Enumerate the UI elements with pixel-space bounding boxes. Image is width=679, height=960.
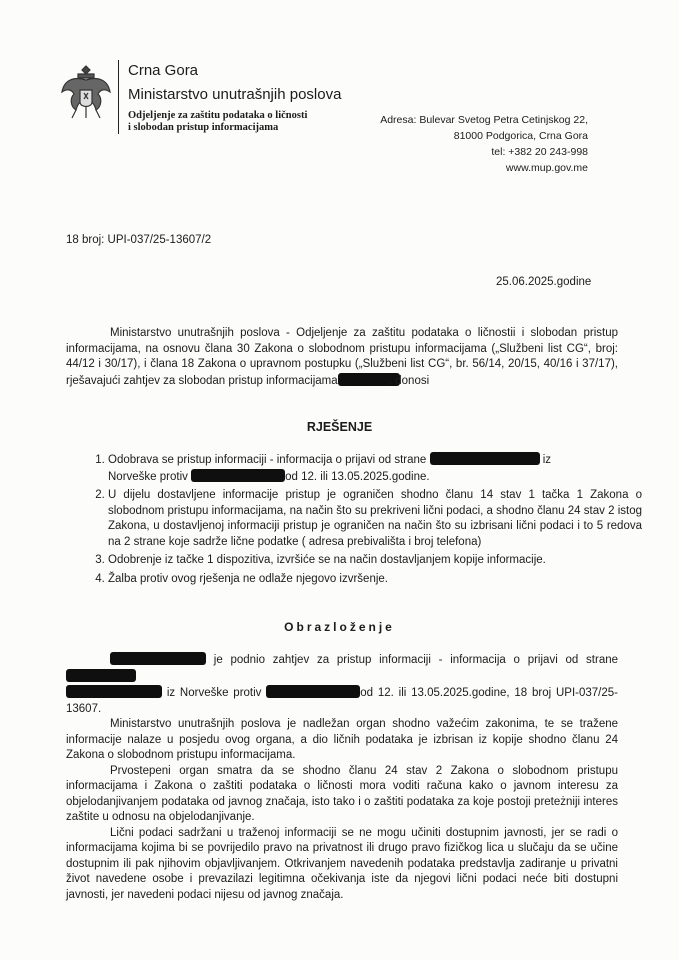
address-street: Adresa: Bulevar Svetog Petra Cetinjskog 22, (380, 114, 588, 126)
intro-tail: , donosi (388, 374, 430, 387)
reasoning-1c: od 12. ili 13.05.2025.godine, 18 broj UPI-037/25-13607. (66, 687, 618, 715)
country-name: Crna Gora (128, 62, 199, 79)
address-website: www.mup.gov.me (505, 162, 588, 174)
intro-paragraph (66, 326, 618, 389)
reasoning-1b: iz Norveške protiv (166, 687, 262, 699)
reference-number: 18 broj: UPI-037/25-13607/2 (66, 234, 212, 246)
reasoning-paragraph-1 (66, 652, 618, 717)
coat-of-arms-icon (60, 62, 112, 122)
decision-items (84, 452, 642, 590)
redaction (66, 685, 162, 698)
decision-item (108, 452, 642, 485)
redaction (110, 652, 206, 665)
item-1-text: Odobrava se pristup informaciji - informacija o prijavi od strane (108, 454, 427, 466)
redaction (66, 669, 136, 682)
ministry-name: Ministarstvo unutrašnjih poslova (128, 86, 342, 103)
document-date: 25.06.2025.godine (496, 276, 592, 288)
decision-item: 2. U dijelu dostavljene informacije pristup je ograničen shodno članu 14 stav 1 tačka 1 Zakona o slobodnom pristupu informacijama, na način što su prekriveni lični podaci, a shodno članu 24 stav 2 istog Zakona, u dostavljenoj informaciji pristup je ograničen na način što su izbrisani lični podaci i to 5 redova na 2 strane koje sadrže lične podatke ( adresa prebivališta i broj telefona) (108, 488, 642, 550)
item-1-text-b: iz (542, 454, 552, 466)
reasoning-1a: je podnio zahtjev za pristup informaciji - informacija o prijavi od strane (213, 654, 619, 666)
department-name (128, 110, 307, 134)
reasoning-paragraph-2: Ministarstvo unutrašnjih poslova je nadležan organ shodno važećim zakonima, te se tražene informacije nalaze u posjedu ovog organa, a dio ličnih podataka je izbrisan iz kopije shodno članu 24 Zakona o slobodnom pristupu informacijama. (66, 718, 618, 761)
item-1-text-d: od 12. ili 13.05.2025.godine. (285, 470, 430, 483)
redaction (191, 469, 285, 482)
address-block (378, 112, 588, 176)
redaction (430, 452, 540, 465)
department-line-2: i slobodan pristup informacijama (128, 122, 279, 133)
decision-item: 3. Odobrenje iz tačke 1 dispozitiva, izvršiće se na način dostavljanjem kopije informacije. (108, 553, 642, 569)
reasoning-body (66, 652, 618, 903)
letterhead-divider (118, 60, 119, 134)
address-phone: tel: +382 20 243-998 (491, 146, 588, 158)
reasoning-paragraph-4: Lični podaci sadržani u traženoj informaciji se ne mogu učiniti dostupnim javnosti, jer se radi o informacijama kojima bi se povrijedilo pravo na privatnost ili drugo pravo fizičkog lica u slučaju da se učine dostupnim ili pak njihovim objavljivanjem. Otkrivanjem navedenih podataka predstavlja zadiranje u privatni život navedene osobe i prevazilazi legitimna očekivanja iste da njegovi lični podaci neće biti dostupni javnosti, jer navedeni podaci nijesu od javnog značaja. (66, 826, 618, 901)
decision-title: RJEŠENJE (306, 420, 373, 434)
redaction (359, 373, 389, 386)
intro-text: Ministarstvo unutrašnjih poslova - Odjeljenje za zaštitu podataka o ličnostii i slobodan pristup informacijama, na osnovu člana 30 Zakona o slobodnom pristupu informacijama („Službeni list CG“, broj: 44/12 i 30/17), i člana 18 Zakona o upravnom postupku („Službeni list CG“, br. 56/14, 20/15, 40/16 i 37/17), rješavajući zahtjev za slobodan pristup informacijama (66, 327, 618, 387)
address-city: 81000 Podgorica, Crna Gora (453, 130, 588, 142)
item-1-text-c: Norveške protiv (108, 470, 188, 483)
reasoning-paragraph-3: Prvostepeni organ smatra da se shodno članu 24 stav 2 Zakona o slobodnom pristupu informacijama i Zakona o zaštiti podataka o ličnosti mora voditi računa kako o javnom interesu za objelodanjivanjem podataka od javnog značaja, isto tako i o zaštiti podataka za koje postoji preteżniji interes zaštite u odnosu na objelodanjivanje. (66, 764, 618, 823)
redaction (266, 685, 360, 698)
decision-item: 4. Žalba protiv ovog rješenja ne odlaže njegovo izvršenje. (108, 572, 642, 588)
department-line-1: Odjeljenje za zaštitu podataka o ličnosti (128, 110, 308, 121)
reasoning-title: Obrazloženje (284, 620, 395, 634)
